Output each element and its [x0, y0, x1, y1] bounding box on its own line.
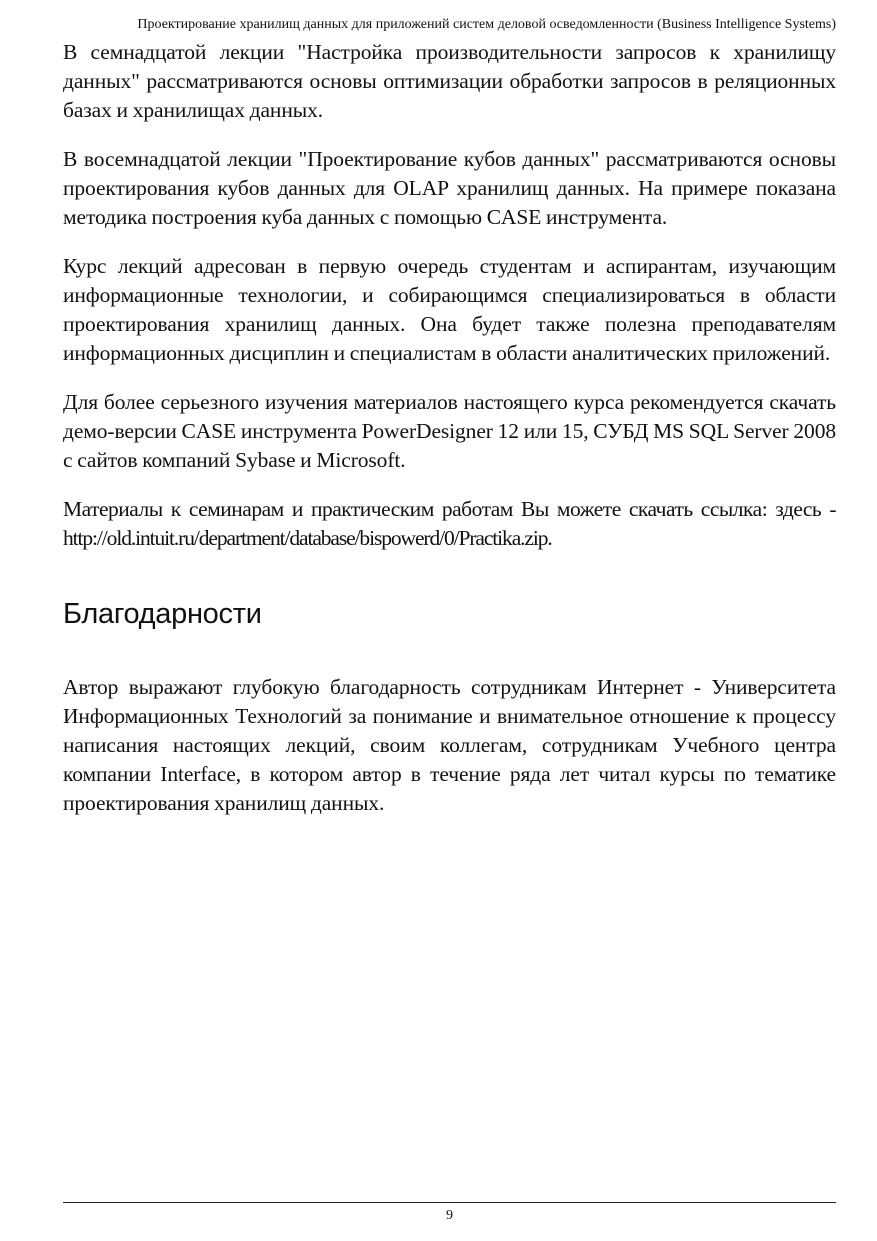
page-content — [63, 38, 836, 838]
running-header: Проектирование хранилищ данных для приложений систем деловой осведомленности (Business Intelligence Systems) — [137, 17, 836, 32]
acknowledgements-heading: Благодарности — [63, 598, 262, 630]
page-number: 9 — [446, 1208, 453, 1223]
paragraph-acknowledgements: Автор выражают глубокую благодарность сотрудникам Интернет - Университета Информационных Технологий за понимание и внимательное отношение к процессу написания настоящих лекций, своим коллегам, сотрудникам Учебного центра компании Interface, в котором автор в течение ряда лет читал курсы по тематике проектирования хранилищ данных. — [63, 675, 836, 815]
footer-divider — [63, 1202, 836, 1203]
materials-link[interactable]: http://old.intuit.ru/department/database/bispowerd/0/Practika.zip. — [63, 526, 552, 550]
paragraph-audience: Курс лекций адресован в первую очередь студентам и аспирантам, изучающим информационные технологии, и собирающимся специализироваться в области проектирования хранилищ данных. Она будет также полезна преподавателям информационных дисциплин и специалистам в области аналитических приложений. — [63, 254, 836, 365]
paragraph-software: Для более серьезного изучения материалов настоящего курса рекомендуется скачать демо-версии CASE инструмента PowerDesigner 12 или 15, СУБД MS SQL Server 2008 с сайтов компаний Sybase и Microsoft. — [63, 390, 836, 472]
paragraph-lecture-18: В восемнадцатой лекции "Проектирование кубов данных" рассматриваются основы проектирования кубов данных для OLAP хранилищ данных. На примере показана методика построения куба данных с помощью CASE инструмента. — [63, 147, 836, 229]
paragraph-lecture-17: В семнадцатой лекции "Настройка производительности запросов к хранилищу данных" рассматриваются основы оптимизации обработки запросов в реляционных базах и хранилищах данных. — [63, 40, 836, 122]
materials-text: Материалы к семинарам и практическим работам Вы можете скачать ссылка: здесь - — [63, 497, 836, 521]
paragraph-materials — [63, 495, 836, 553]
